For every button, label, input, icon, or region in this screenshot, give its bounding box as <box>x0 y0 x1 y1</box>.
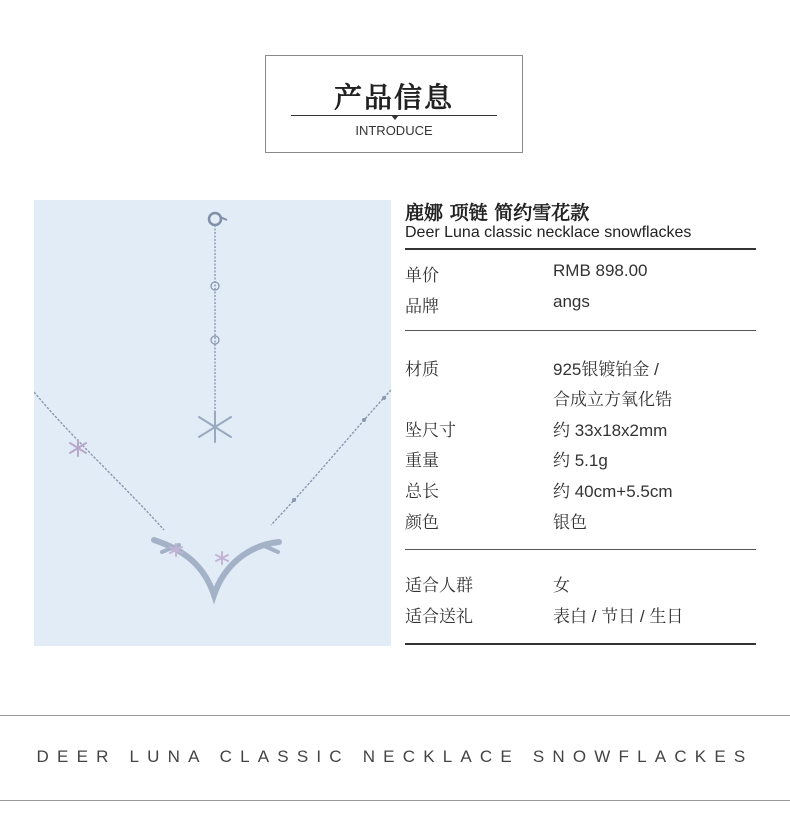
section-header <box>265 55 523 153</box>
spec-value: 合成立方氧化锆 <box>553 390 672 409</box>
spec-row-color <box>405 508 756 532</box>
product-photo <box>34 200 391 646</box>
info-divider <box>405 643 756 645</box>
spec-value: RMB 898.00 <box>553 261 648 280</box>
spec-label: 材质 <box>405 360 439 380</box>
spec-row-weight <box>405 446 756 470</box>
spec-label: 总长 <box>405 482 439 502</box>
spec-value: 表白 / 节日 / 生日 <box>553 607 684 626</box>
spec-row-price <box>405 261 756 285</box>
product-name: 鹿娜 项链 简约雪花款 <box>405 202 590 224</box>
spec-value: 银色 <box>553 513 587 532</box>
spec-label: 坠尺寸 <box>405 421 456 441</box>
spec-row-audience <box>405 571 756 595</box>
spec-row-gift <box>405 602 756 626</box>
spec-row-pendant-size <box>405 416 756 440</box>
spec-row-material-cont <box>405 385 756 409</box>
info-divider <box>405 330 756 331</box>
necklace-illustration <box>34 200 391 646</box>
footer-divider-top <box>0 715 790 716</box>
section-title: 产品信息 <box>333 81 454 114</box>
spec-row-material <box>405 355 756 379</box>
info-divider <box>405 248 756 250</box>
spec-label: 适合人群 <box>405 576 473 596</box>
spec-label: 重量 <box>405 451 439 471</box>
spec-label: 适合送礼 <box>405 607 473 627</box>
footer-divider-bottom <box>0 800 790 801</box>
spec-label: 颜色 <box>405 513 439 533</box>
spec-label: 品牌 <box>405 297 439 317</box>
footer-tagline: DEER LUNA CLASSIC NECKLACE SNOWFLACKES <box>36 747 754 766</box>
spec-value: 约 5.1g <box>553 451 608 470</box>
spec-value: 约 40cm+5.5cm <box>553 482 673 501</box>
product-name-en: Deer Luna classic necklace snowflackes <box>405 224 692 241</box>
section-subtitle: INTRODUCE <box>355 123 433 138</box>
spec-value: 925银镀铂金 / <box>553 360 659 379</box>
spec-row-length <box>405 477 756 501</box>
spec-value: angs <box>553 292 590 311</box>
spec-row-brand <box>405 292 756 316</box>
info-divider <box>405 549 756 550</box>
spec-label: 单价 <box>405 266 439 286</box>
header-divider-notch <box>391 115 399 120</box>
spec-value: 女 <box>553 576 570 595</box>
spec-value: 约 33x18x2mm <box>553 421 668 440</box>
